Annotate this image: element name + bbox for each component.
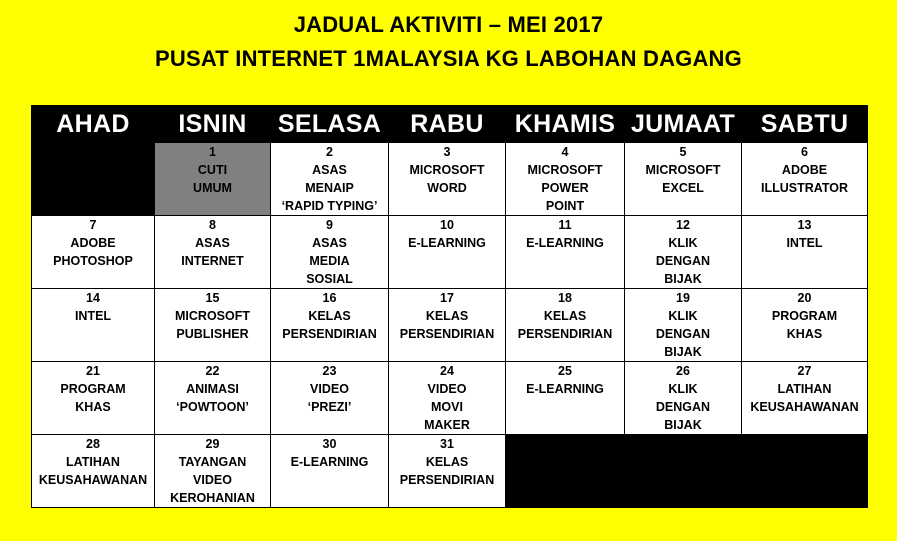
day-number: 17 (440, 291, 454, 305)
day-cell (742, 216, 868, 289)
day-cell (271, 289, 389, 362)
day-number: 25 (558, 364, 572, 378)
activity-label: KELAS PERSENDIRIAN (399, 455, 495, 487)
day-cell (625, 289, 742, 362)
activity-label: INTEL (74, 309, 112, 323)
weekday-header-row (32, 106, 868, 143)
activity-label: E-LEARNING (526, 382, 604, 396)
weekday-header: AHAD (32, 106, 155, 143)
day-number: 16 (322, 291, 337, 305)
day-number: 21 (86, 364, 100, 378)
day-number: 28 (86, 437, 100, 451)
activity-label: MICROSOFT EXCEL (645, 163, 721, 195)
activity-label: ANIMASI ‘POWTOON’ (176, 382, 249, 414)
day-cell (32, 435, 155, 508)
activity-label: KELAS PERSENDIRIAN (282, 309, 377, 341)
activity-label: MICROSOFT PUBLISHER (175, 309, 250, 341)
activity-label: KLIK DENGAN BIJAK (655, 236, 711, 286)
day-cell (155, 289, 271, 362)
day-number: 1 (209, 145, 216, 159)
activity-label: LATIHAN KEUSAHAWANAN (750, 382, 859, 414)
day-number: 27 (797, 364, 812, 378)
day-cell (155, 362, 271, 435)
calendar-week-row (32, 143, 868, 216)
day-number: 26 (676, 364, 690, 378)
activity-label: ASAS MENAIP ‘RAPID TYPING’ (281, 163, 378, 213)
day-number: 20 (797, 291, 812, 305)
weekday-header: ISNIN (155, 106, 271, 143)
activity-label: E-LEARNING (526, 236, 604, 250)
weekday-header: RABU (389, 106, 506, 143)
activity-label: ADOBE PHOTOSHOP (53, 236, 133, 268)
day-number: 18 (558, 291, 572, 305)
day-cell (155, 216, 271, 289)
activity-label: KELAS PERSENDIRIAN (399, 309, 495, 341)
weekday-header: SELASA (271, 106, 389, 143)
day-number: 31 (440, 437, 454, 451)
day-cell (389, 362, 506, 435)
day-number: 11 (558, 218, 572, 232)
day-number: 8 (209, 218, 216, 232)
activity-label: PROGRAM KHAS (60, 382, 126, 414)
empty-day-cell (742, 435, 868, 508)
activity-label: ASAS INTERNET (181, 236, 244, 268)
day-cell (32, 216, 155, 289)
day-number: 24 (440, 364, 454, 378)
empty-day-cell (32, 143, 155, 216)
day-cell (271, 362, 389, 435)
calendar-week-row (32, 216, 868, 289)
day-number: 5 (679, 145, 687, 159)
activity-label: E-LEARNING (290, 455, 369, 469)
activity-label: ADOBE ILLUSTRATOR (760, 163, 849, 195)
calendar-table (31, 105, 868, 508)
day-number: 14 (86, 291, 100, 305)
weekday-header: SABTU (742, 106, 868, 143)
activity-label: ASAS MEDIA SOSIAL (306, 236, 353, 286)
day-cell (155, 143, 271, 216)
empty-day-cell (625, 435, 742, 508)
day-number: 12 (676, 218, 690, 232)
day-number: 30 (322, 437, 337, 451)
calendar-week-row (32, 435, 868, 508)
day-cell (742, 362, 868, 435)
day-cell (742, 143, 868, 216)
empty-day-cell (506, 435, 625, 508)
day-number: 2 (326, 145, 333, 159)
day-cell (506, 216, 625, 289)
day-number: 6 (801, 145, 808, 159)
day-cell (742, 289, 868, 362)
calendar-week-row (32, 362, 868, 435)
day-number: 19 (676, 291, 690, 305)
activity-label: INTEL (786, 236, 823, 250)
day-cell (389, 435, 506, 508)
activity-label: PROGRAM KHAS (771, 309, 838, 341)
weekday-header: KHAMIS (506, 106, 625, 143)
day-cell (625, 143, 742, 216)
day-number: 9 (326, 218, 333, 232)
day-number: 4 (561, 145, 569, 159)
activity-label: MICROSOFT WORD (409, 163, 485, 195)
activity-label: LATIHAN KEUSAHAWANAN (38, 455, 148, 487)
activity-label: VIDEO ‘PREZI’ (307, 382, 352, 414)
activity-label: MICROSOFT POWER POINT (527, 163, 603, 213)
day-cell (155, 435, 271, 508)
activity-label: TAYANGAN VIDEO KEROHANIAN (170, 455, 255, 505)
day-cell (625, 216, 742, 289)
day-number: 22 (205, 364, 220, 378)
day-number: 15 (205, 291, 220, 305)
day-cell (271, 143, 389, 216)
activity-label: VIDEO MOVI MAKER (424, 382, 470, 432)
day-cell (32, 289, 155, 362)
day-number: 10 (440, 218, 454, 232)
day-number: 7 (89, 218, 97, 232)
page-title: JADUAL AKTIVITI – MEI 2017 (293, 12, 604, 37)
day-cell (389, 289, 506, 362)
weekday-header: JUMAAT (625, 106, 742, 143)
day-cell (506, 143, 625, 216)
day-number: 29 (205, 437, 220, 451)
page-subtitle: PUSAT INTERNET 1MALAYSIA KG LABOHAN DAGANG (155, 46, 742, 71)
day-number: 23 (322, 364, 337, 378)
day-number: 13 (797, 218, 812, 232)
day-cell (32, 362, 155, 435)
day-cell (271, 216, 389, 289)
day-cell (389, 143, 506, 216)
day-cell (506, 362, 625, 435)
day-cell (271, 435, 389, 508)
activity-label: CUTI UMUM (193, 163, 232, 195)
calendar-week-row (32, 289, 868, 362)
activity-label: KELAS PERSENDIRIAN (517, 309, 613, 341)
activity-label: KLIK DENGAN BIJAK (655, 382, 711, 432)
activity-label: E-LEARNING (408, 236, 486, 250)
day-cell (506, 289, 625, 362)
day-cell (625, 362, 742, 435)
day-number: 3 (443, 145, 451, 159)
day-cell (389, 216, 506, 289)
activity-label: KLIK DENGAN BIJAK (655, 309, 711, 359)
